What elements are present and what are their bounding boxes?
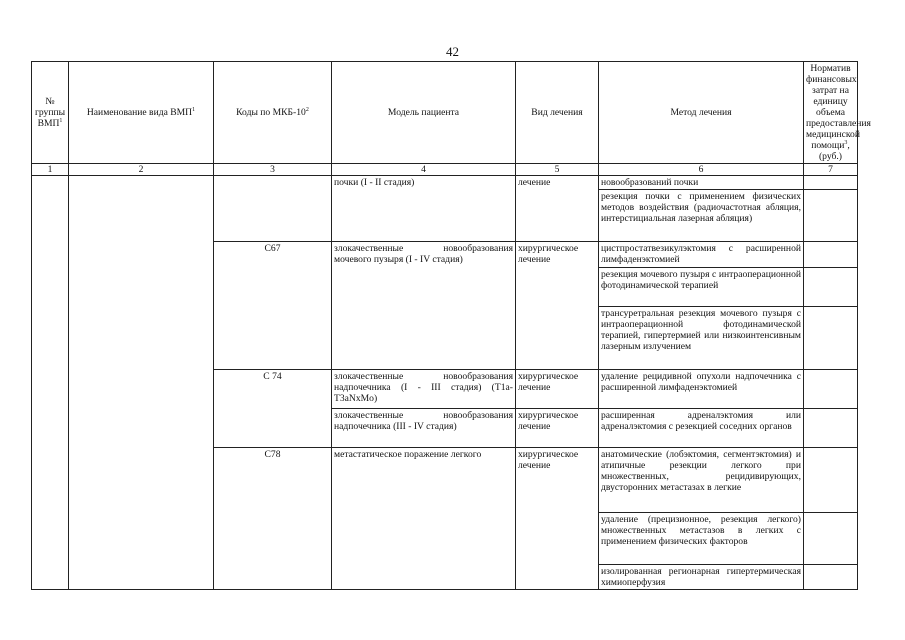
treatment-method-cell: расширенная адреналэктомия или адреналэктомия с резекцией соседних органов: [599, 409, 804, 448]
icd-code-cell: [214, 176, 332, 242]
patient-model-cell: метастатическое поражение легкого: [332, 448, 516, 590]
header-vmp-name: Наименование вида ВМП$^1$: [69, 62, 214, 164]
patient-model-cell: злокачественные новообразования мочевого пузыря (I - IV стадия): [332, 242, 516, 370]
cost-cell: [804, 513, 858, 565]
treatment-method-cell: удаление (прецизионное, резекция легкого) множественных метастазов в легких с применением физических факторов: [599, 513, 804, 565]
treatment-type-cell: хирургическое лечение: [516, 370, 599, 409]
header-cost-standard: Норматив финансовых затрат на единицу объема предоставления медицинской помощи$^3$, (руб.): [804, 62, 858, 164]
col-number: 2: [69, 164, 214, 176]
cost-cell: [804, 268, 858, 307]
header-treatment-method: Метод лечения: [599, 62, 804, 164]
treatment-type-cell: хирургическое лечение: [516, 409, 599, 448]
col-number: 6: [599, 164, 804, 176]
vmp-table: [31, 61, 871, 590]
col-number: 3: [214, 164, 332, 176]
page-number: 42: [446, 44, 459, 59]
col-number: 7: [804, 164, 858, 176]
cost-cell: [804, 242, 858, 268]
header-patient-model: Модель пациента: [332, 62, 516, 164]
group-number-cell: [32, 176, 69, 590]
treatment-method-cell: новообразований почки: [599, 176, 804, 190]
header-treatment-type: Вид лечения: [516, 62, 599, 164]
treatment-method-cell: изолированная регионарная гипертермическая химиоперфузия: [599, 565, 804, 590]
treatment-method-cell: удаление рецидивной опухоли надпочечника с расширенной лимфаденэктомией: [599, 370, 804, 409]
header-icd-codes: Коды по МКБ-$10^2$: [214, 62, 332, 164]
cost-cell: [804, 176, 858, 190]
treatment-method-cell: резекция почки с применением физических методов воздействия (радиочастотная абляция, интерстициальная лазерная абляция): [599, 190, 804, 242]
vmp-name-cell: [69, 176, 214, 590]
icd-code-cell: C 74: [214, 370, 332, 448]
cost-cell: [804, 370, 858, 409]
col-number: 5: [516, 164, 599, 176]
cost-cell: [804, 409, 858, 448]
cost-cell: [804, 565, 858, 590]
patient-model-cell: почки (I - II стадия): [332, 176, 516, 242]
col-number: 4: [332, 164, 516, 176]
patient-model-cell: злокачественные новообразования надпочечника (I - III стадия) (T1a-T3aNxMo): [332, 370, 516, 409]
patient-model-cell: злокачественные новообразования надпочечника (III - IV стадия): [332, 409, 516, 448]
treatment-type-cell: хирургическое лечение: [516, 448, 599, 590]
treatment-method-cell: резекция мочевого пузыря с интраоперационной фотодинамической терапией: [599, 268, 804, 307]
col-number: 1: [32, 164, 69, 176]
icd-code-cell: C67: [214, 242, 332, 370]
icd-code-cell: C78: [214, 448, 332, 590]
cost-cell: [804, 448, 858, 513]
treatment-method-cell: трансуретральная резекция мочевого пузыря с интраоперационной фотодинамической терапией, гипертермией или низкоинтенсивным лазерным излучением: [599, 307, 804, 370]
header-group-number: № группы ВМП$^1$: [32, 62, 69, 164]
treatment-type-cell: лечение: [516, 176, 599, 242]
treatment-method-cell: анатомические (лобэктомия, сегментэктомия) и атипичные резекции легкого при множественных, рецидивирующих, двусторонних метастазах в легкие: [599, 448, 804, 513]
cost-cell: [804, 307, 858, 370]
treatment-type-cell: хирургическое лечение: [516, 242, 599, 370]
treatment-method-cell: цистпростатвезикулэктомия с расширенной лимфаденэктомией: [599, 242, 804, 268]
cost-cell: [804, 190, 858, 242]
